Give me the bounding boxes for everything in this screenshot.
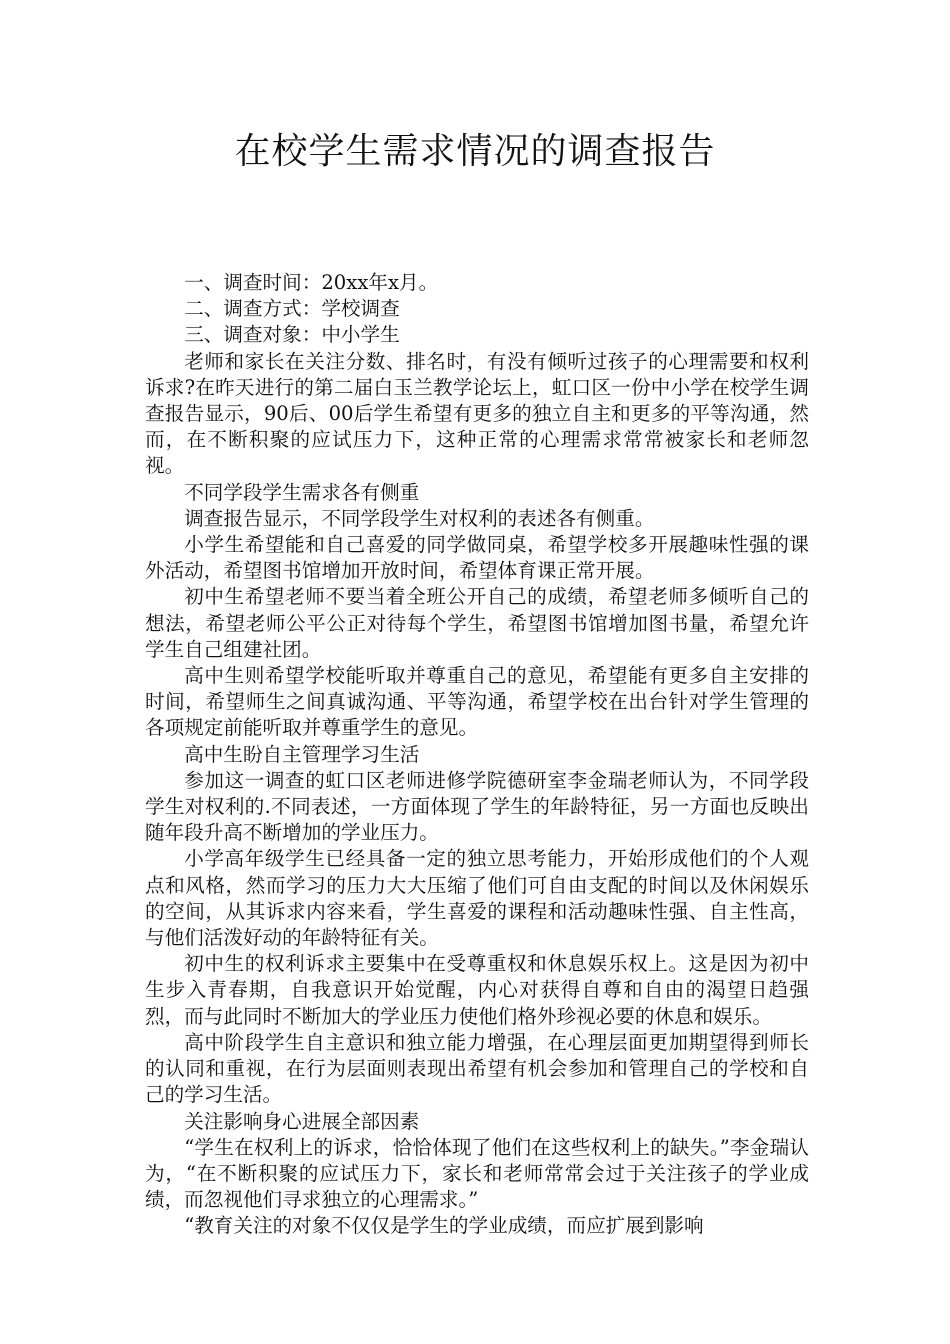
paragraph: “教育关注的对象不仅仅是学生的学业成绩，而应扩展到影响 — [184, 1214, 704, 1238]
document-body — [145, 270, 809, 1240]
paragraph: 小学生希望能和自己喜爱的同学做同桌，希望学校多开展趣味性强的课外活动，希望图书馆增加开放时间，希望体育课正常开展。 — [145, 533, 809, 583]
paragraph: 小学高年级学生已经具备一定的独立思考能力，开始形成他们的个人观点和风格，然而学习的压力大大压缩了他们可自由支配的时间以及休闲娱乐的空间，从其诉求内容来看，学生喜爱的课程和活动趣味性强、自主性高，与他们活泼好动的年龄特征有关。 — [145, 847, 809, 950]
paragraph: 参加这一调查的虹口区老师进修学院德研室李金瑞老师认为，不同学段学生对权利的.不同表述，一方面体现了学生的年龄特征，另一方面也反映出随年段升高不断增加的学业压力。 — [145, 768, 809, 845]
paragraph: “学生在权利上的诉求，恰恰体现了他们在这些权利上的缺失。”李金瑞认为，“在不断积聚的应试压力下，家长和老师常常会过于关注孩子的学业成绩，而忽视他们寻求独立的心理需求。” — [145, 1135, 809, 1212]
paragraph: 三、调查对象：中小学生 — [184, 323, 400, 347]
paragraph: 调查报告显示，不同学段学生对权利的表述各有侧重。 — [184, 506, 655, 530]
paragraph: 高中生则希望学校能听取并尊重自己的意见，希望能有更多自主安排的时间，希望师生之间真诚沟通、平等沟通，希望学校在出台针对学生管理的各项规定前能听取并尊重学生的意见。 — [145, 664, 809, 740]
section-heading: 不同学段学生需求各有侧重 — [184, 480, 420, 504]
paragraph: 初中生的权利诉求主要集中在受尊重权和休息娱乐权上。这是因为初中生步入青春期，自我意识开始觉醒，内心对获得自尊和自由的渴望日趋强烈，而与此同时不断加大的学业压力使他们格外珍视必要的休息和娱乐。 — [145, 952, 809, 1028]
paragraph: 老师和家长在关注分数、排名时，有没有倾听过孩子的心理需要和权利诉求?在昨天进行的第二届白玉兰教学论坛上，虹口区一份中小学在校学生调查报告显示，90后、00后学生希望有更多的独立自主和更多的平等沟通，然而，在不断积聚的应试压力下，这种正常的心理需求常常被家长和老师忽视。 — [145, 349, 809, 478]
document-title: 在校学生需求情况的调查报告 — [234, 131, 716, 172]
paragraph: 初中生希望老师不要当着全班公开自己的成绩，希望老师多倾听自己的想法，希望老师公平公正对待每个学生，希望图书馆增加图书量，希望允许学生自己组建社团。 — [145, 585, 809, 661]
paragraph: 高中阶段学生自主意识和独立能力增强，在心理层面更加期望得到师长的认同和重视，在行为层面则表现出希望有机会参加和管理自己的学校和自己的学习生活。 — [145, 1030, 809, 1107]
section-heading: 关注影响身心进展全部因素 — [184, 1109, 420, 1133]
section-heading: 高中生盼自主管理学习生活 — [184, 742, 420, 766]
paragraph: 一、调查时间：20xx年x月。 — [184, 271, 439, 294]
paragraph: 二、调查方式：学校调查 — [184, 297, 400, 321]
